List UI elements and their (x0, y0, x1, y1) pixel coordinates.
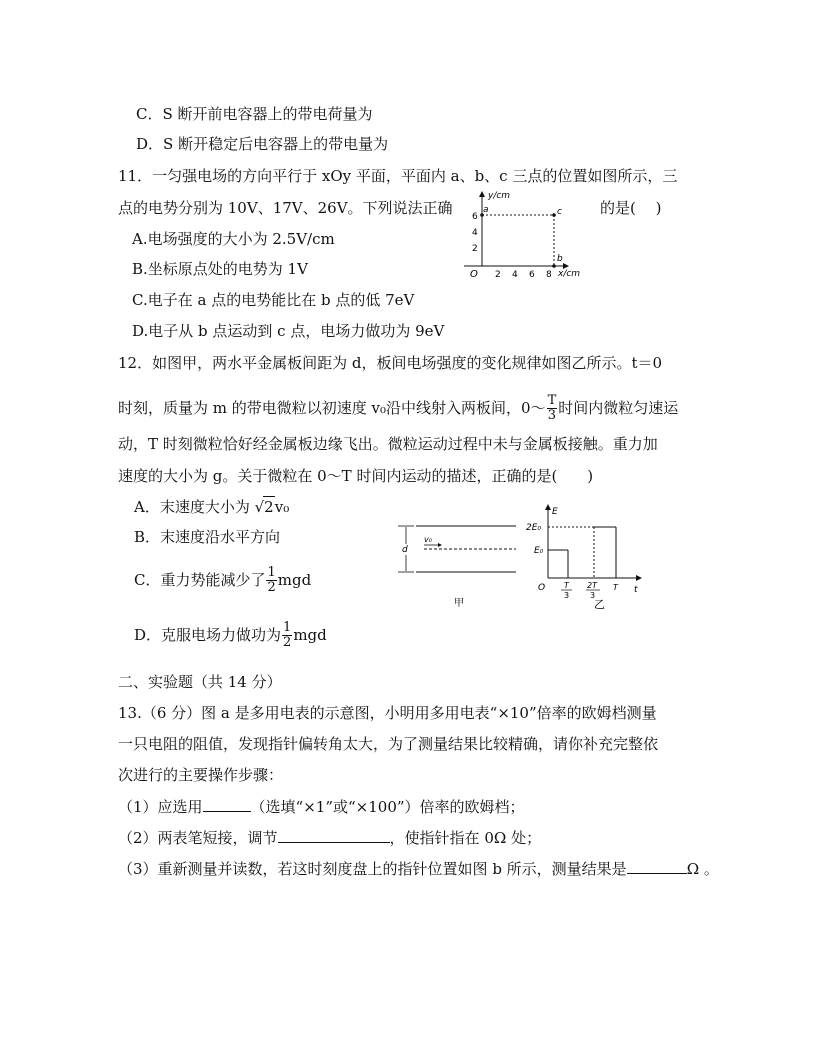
q13-stem-line1: 13.（6 分）图 a 是多用电表的示意图，小明用多用电表“×10”倍率的欧姆档测量 (118, 704, 657, 722)
q11-option-b: B.坐标原点处的电势为 1V (132, 260, 308, 278)
q12-option-c-mgd: mgd (277, 571, 312, 589)
q13-stem-line3: 次进行的主要操作步骤： (118, 766, 284, 784)
fig11-xtick: 4 (512, 270, 518, 280)
q12-option-a-v0: v₀ (274, 498, 290, 516)
fig11-label-a: a (483, 205, 489, 215)
fig12-xtick-2t3-num: 2T (587, 581, 597, 590)
fraction-t-over-3 (547, 394, 558, 423)
fig12-t-axis: t (634, 585, 638, 595)
fraction-one-half (282, 621, 292, 650)
fraction-one-half (266, 566, 276, 595)
q12-stem-line3: 动，T 时刻微粒恰好经金属板边缘飞出。微粒运动过程中未与金属板接触。重力加 (118, 435, 658, 453)
q12-stem-line4: 速度的大小为 g。关于微粒在 0～T 时间内运动的描述，正确的是( ) (118, 467, 594, 485)
q11-option-a: A.电场强度的大小为 2.5V/cm (132, 230, 335, 248)
section-2-heading: 二、实验题（共 14 分） (118, 673, 282, 691)
q13-step1-blank[interactable] (203, 797, 251, 812)
q12-option-d-mgd: mgd (293, 626, 327, 644)
sqrt-radicand: 2 (264, 498, 274, 516)
fig11-ytick: 6 (472, 212, 478, 222)
q12-option-a-text: A．末速度大小为 (134, 498, 255, 516)
q13-step3-text2: Ω 。 (686, 860, 719, 878)
q13-step3 (118, 859, 719, 879)
fraction-num: 1 (267, 564, 276, 580)
fig12-xtick-2t3-den: 3 (590, 591, 596, 600)
q11-figure (462, 186, 590, 278)
q13-step1-text: （1）应选用 (118, 798, 203, 816)
fig11-x-label: x/cm (558, 269, 581, 279)
fig11-y-label: y/cm (488, 191, 511, 201)
q13-step1-text2: （选填“×1”或“×100”）倍率的欧姆档； (250, 798, 525, 816)
fig12-ytick-e0: E₀ (534, 546, 544, 556)
fig12-jia-label: 甲 (454, 598, 464, 609)
q13-step3-blank[interactable] (627, 859, 687, 874)
q12-option-d-text: D．克服电场力做功为 (134, 626, 282, 644)
q11-stem-line2b: 的是( ) (600, 199, 662, 217)
fig11-xtick: 2 (495, 270, 501, 280)
q11-stem-line1: 11．一匀强电场的方向平行于 xOy 平面，平面内 a、b、c 三点的位置如图所示，三 (118, 167, 678, 185)
fraction-num: T (547, 392, 557, 408)
q13-step2-blank[interactable] (278, 828, 390, 843)
q12-option-c-text: C．重力势能减少了 (134, 571, 266, 589)
q13-step2 (118, 828, 541, 848)
fig12-origin: O (538, 583, 546, 593)
fig11-ytick: 2 (472, 244, 478, 254)
q13-step2-text2: ，使指针指在 0Ω 处； (389, 829, 542, 847)
q13-step1 (118, 797, 525, 817)
fig11-label-b: b (557, 254, 563, 264)
q12-stem-line2b: 时间内微粒匀速运 (558, 399, 679, 417)
q13-step2-text: （2）两表笔短接，调节 (118, 829, 278, 847)
q10-option-d: D．S 断开稳定后电容器上的带电量为 (136, 135, 389, 153)
fig12-v0-label: v₀ (424, 535, 432, 544)
q11-option-d: D.电子从 b 点运动到 c 点，电场力做功为 9eV (132, 322, 445, 340)
fraction-num: 1 (283, 619, 292, 635)
q12-option-b: B．末速度沿水平方向 (134, 528, 281, 546)
fig12-e-axis: E (552, 507, 558, 517)
q12-stem-line2a: 时刻，质量为 m 的带电微粒以初速度 v₀沿中线射入两板间，0～ (118, 399, 546, 417)
q12-option-c (134, 560, 311, 600)
fig11-xtick: 6 (529, 270, 535, 280)
q12-figure-yi (526, 500, 650, 612)
fig12-ytick-2e0: 2E₀ (526, 523, 542, 533)
fig11-point-b (552, 264, 556, 268)
fraction-den: 3 (547, 407, 557, 423)
fraction-den: 2 (283, 634, 292, 650)
fig11-point-c (552, 213, 556, 217)
q12-stem-line2 (118, 386, 678, 430)
fraction-den: 2 (267, 579, 276, 595)
sqrt-symbol: √ (254, 498, 265, 516)
fig12-d-label: d (402, 545, 408, 555)
q12-option-d (134, 615, 327, 655)
q10-option-c: C．S 断开前电容器上的带电荷量为 (136, 105, 373, 123)
q11-option-c: C.电子在 a 点的电势能比在 b 点的低 7eV (132, 291, 415, 309)
q11-stem-line2a: 点的电势分别为 10V、17V、26V。下列说法正确 (118, 199, 453, 217)
fig11-xtick: 8 (546, 270, 552, 280)
q13-step3-text: （3）重新测量并读数，若这时刻度盘上的指针位置如图 b 所示，测量结果是 (118, 860, 627, 878)
fig12-xtick-t3-num: T (564, 581, 569, 590)
fig11-label-c: c (557, 207, 562, 217)
fig12-xtick-t3-den: 3 (564, 591, 570, 600)
q12-figure-jia (392, 518, 524, 612)
fig12-yi-label: 乙 (594, 598, 605, 611)
q12-option-a (134, 496, 289, 517)
fig11-ytick: 4 (472, 228, 478, 238)
fig11-origin: O (470, 269, 478, 280)
fig12-xtick-t: T (613, 583, 618, 592)
q12-stem-line1: 12．如图甲，两水平金属板间距为 d，板间电场强度的变化规律如图乙所示。t＝0 (118, 354, 663, 372)
q13-stem-line2: 一只电阻的阻值，发现指针偏转角太大，为了测量结果比较精确，请你补充完整依 (118, 735, 659, 753)
